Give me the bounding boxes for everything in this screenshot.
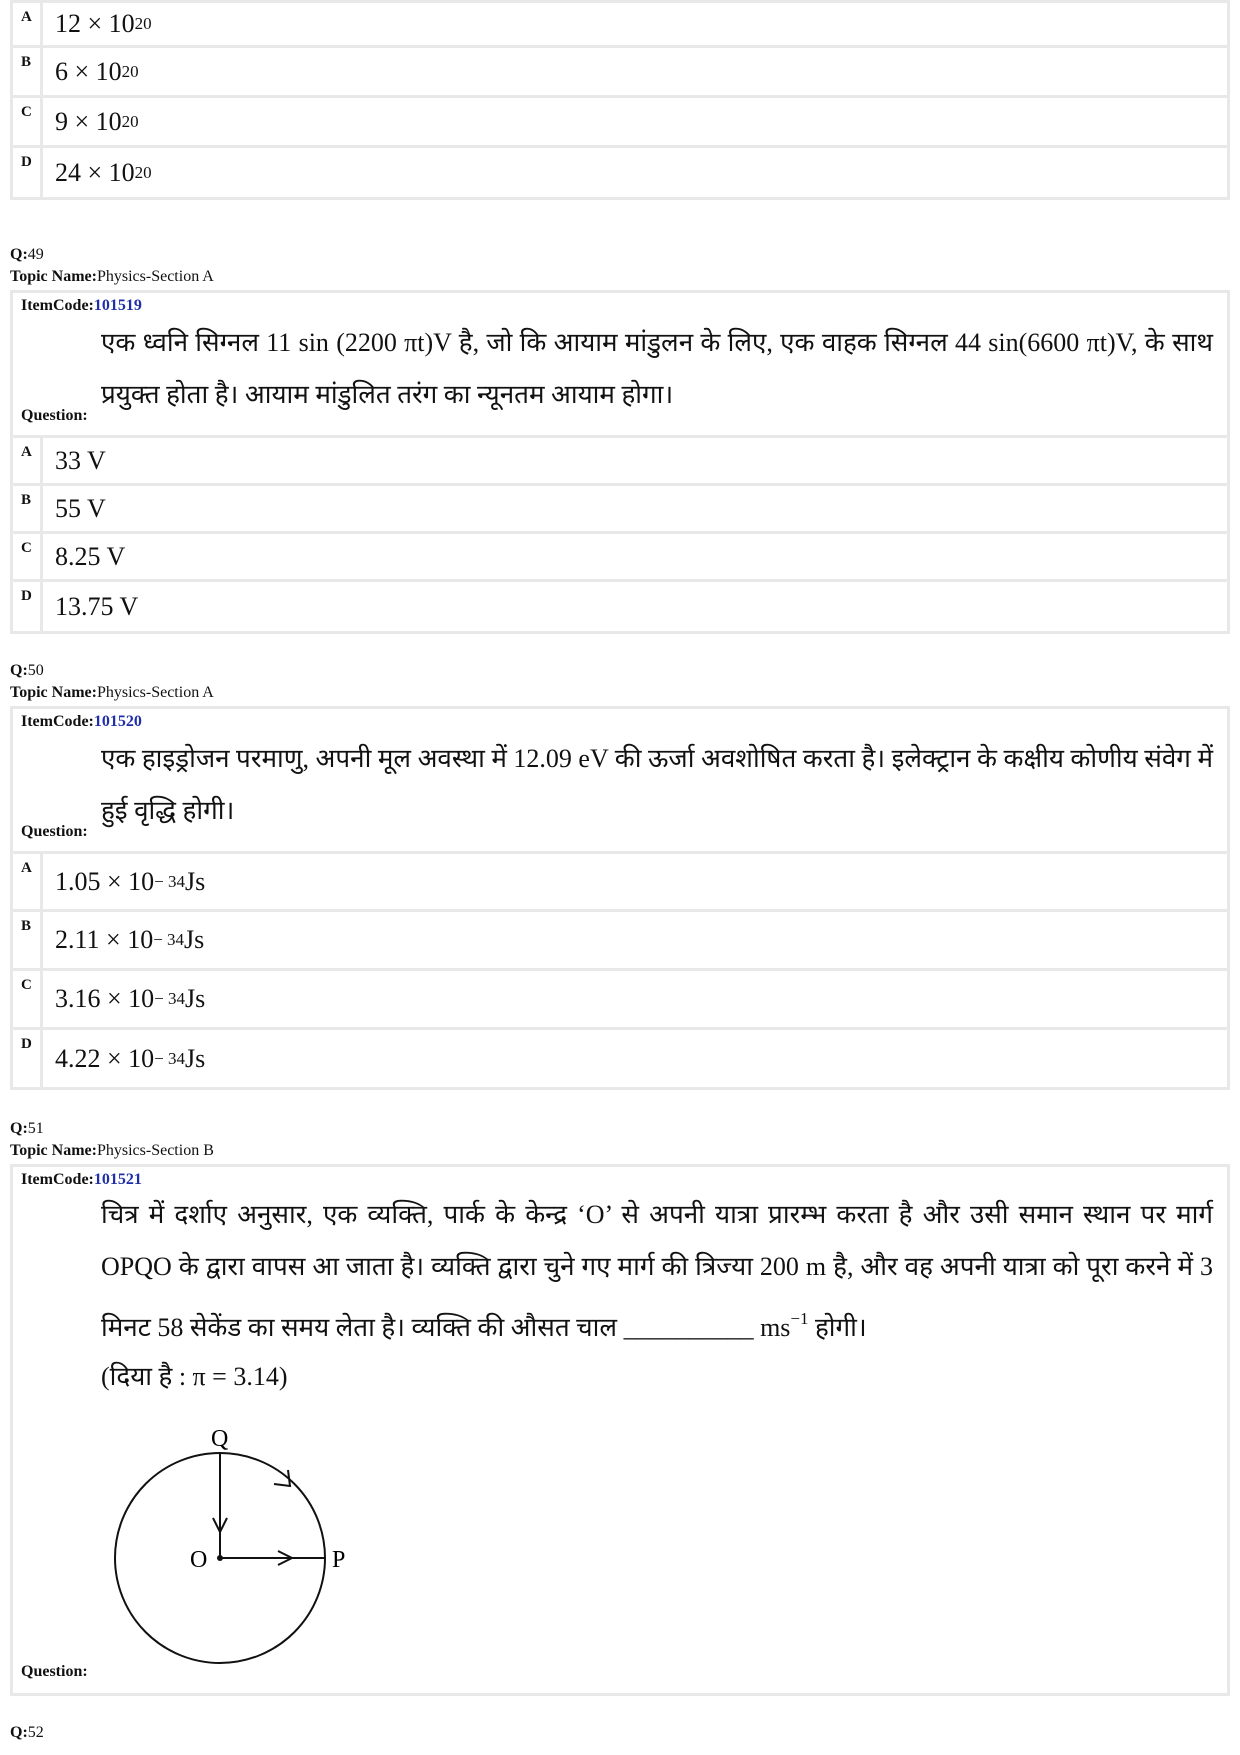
option-value: 24 × 10 20 <box>55 157 152 187</box>
topic-name: Physics-Section B <box>96 1142 214 1159</box>
q48-option-b[interactable] <box>10 48 1230 98</box>
option-value: 33 V <box>55 445 106 475</box>
q49-question-box <box>10 290 1230 438</box>
q50-option-c[interactable] <box>10 971 1230 1030</box>
q48-option-c[interactable] <box>10 98 1230 148</box>
question-number: 50 <box>27 662 44 679</box>
label-o: O <box>190 1547 208 1573</box>
option-value: 8.25 V <box>55 541 126 571</box>
question-number: 52 <box>27 1724 44 1741</box>
option-letter: A <box>13 3 43 45</box>
option-value: 12 × 10 20 <box>55 9 152 38</box>
q49-option-d[interactable] <box>10 582 1230 634</box>
option-value: 9 × 10 20 <box>55 106 139 136</box>
q50-header: Q:50 Topic Name:Physics-Section A <box>10 662 214 701</box>
q49-option-a[interactable] <box>10 438 1230 486</box>
option-value: 2.11 × 10 − 34 Js <box>55 925 205 954</box>
option-value: 55 V <box>55 493 106 523</box>
option-value: 1.05 × 10 − 34 Js <box>55 866 206 896</box>
q48-option-a[interactable] <box>10 0 1230 48</box>
option-letter: D <box>13 148 43 197</box>
option-letter: B <box>13 486 43 531</box>
option-letter: B <box>13 48 43 95</box>
option-letter: D <box>13 1030 43 1087</box>
question-number: 51 <box>27 1120 44 1137</box>
option-value: 13.75 V <box>55 591 139 621</box>
q49-option-b[interactable] <box>10 486 1230 534</box>
center-point <box>217 1555 223 1561</box>
question-text: चित्र में दर्शाए अनुसार, एक व्यक्ति, पार्क के केन्द्र ‘O’ से अपनी यात्रा प्रारम्भ करता है और उसी समान स्थान पर मार्ग OPQO के द्वारा वापस आ जाता है। व्यक्ति द्वारा चुने गए मार्ग की त्रिज्या 200 m है, और वह अपनी यात्रा को पूरा करने में 3 मिनट 58 सेकेंड का समय लेता है। व्यक्ति की औसत चाल __________ $ms^{-1}$ होगी। <box>101 1200 1213 1342</box>
question-text: एक हाइड्रोजन परमाणु, अपनी मूल अवस्था में 12.09 eV की ऊर्जा अवशोषित करता है। इलेक्ट्रान के कक्षीय कोणीय संवेग में हुई वृद्धि होगी। <box>101 744 1213 825</box>
q52-header: Q:52 <box>10 1724 44 1741</box>
option-value: 3.16 × 10 − 34 Js <box>55 984 206 1013</box>
question-text: एक ध्वनि सिग्नल 11 sin (2200 πt)V है, जो कि आयाम मांडुलन के लिए, एक वाहक सिग्नल 44 sin(6600 πt)V, के साथ प्रयुक्त होता है। आयाम मांडुलित तरंग का न्यूनतम आयाम होगा। <box>101 328 1213 409</box>
answer-blank: __________ <box>623 1313 754 1342</box>
label-p: P <box>332 1547 346 1573</box>
q48-option-d[interactable] <box>10 148 1230 200</box>
circular-path-diagram <box>100 1420 360 1670</box>
option-letter: A <box>13 438 43 483</box>
option-value: 6 × 10 20 <box>55 56 139 86</box>
option-value: 4.22 × 10 − 34 Js <box>55 1043 206 1073</box>
q49-header: Q:49 Topic Name:Physics-Section A <box>10 246 214 285</box>
question-label: Question: <box>21 1663 88 1680</box>
option-letter: C <box>13 971 43 1027</box>
question-label: Question: <box>21 407 88 424</box>
q51-header: Q:51 Topic Name:Physics-Section B <box>10 1120 214 1159</box>
topic-name: Physics-Section A <box>96 268 214 285</box>
option-letter: A <box>13 854 43 909</box>
label-q: Q <box>211 1426 229 1452</box>
item-code: ItemCode:101520 <box>21 713 142 730</box>
option-letter: B <box>13 912 43 968</box>
q49-option-c[interactable] <box>10 534 1230 582</box>
q50-option-b[interactable] <box>10 912 1230 971</box>
q50-question-box <box>10 706 1230 854</box>
given-text: (दिया है : π = 3.14) <box>101 1362 288 1391</box>
option-letter: C <box>13 534 43 579</box>
q50-option-d[interactable] <box>10 1030 1230 1090</box>
option-letter: C <box>13 98 43 145</box>
question-label: Question: <box>21 823 88 840</box>
topic-name: Physics-Section A <box>96 684 214 701</box>
item-code: ItemCode:101521 <box>21 1171 142 1188</box>
unit: ms <box>760 1313 791 1342</box>
item-code: ItemCode:101519 <box>21 297 142 314</box>
option-letter: D <box>13 582 43 631</box>
q50-option-a[interactable] <box>10 854 1230 912</box>
question-number: 49 <box>27 246 44 263</box>
